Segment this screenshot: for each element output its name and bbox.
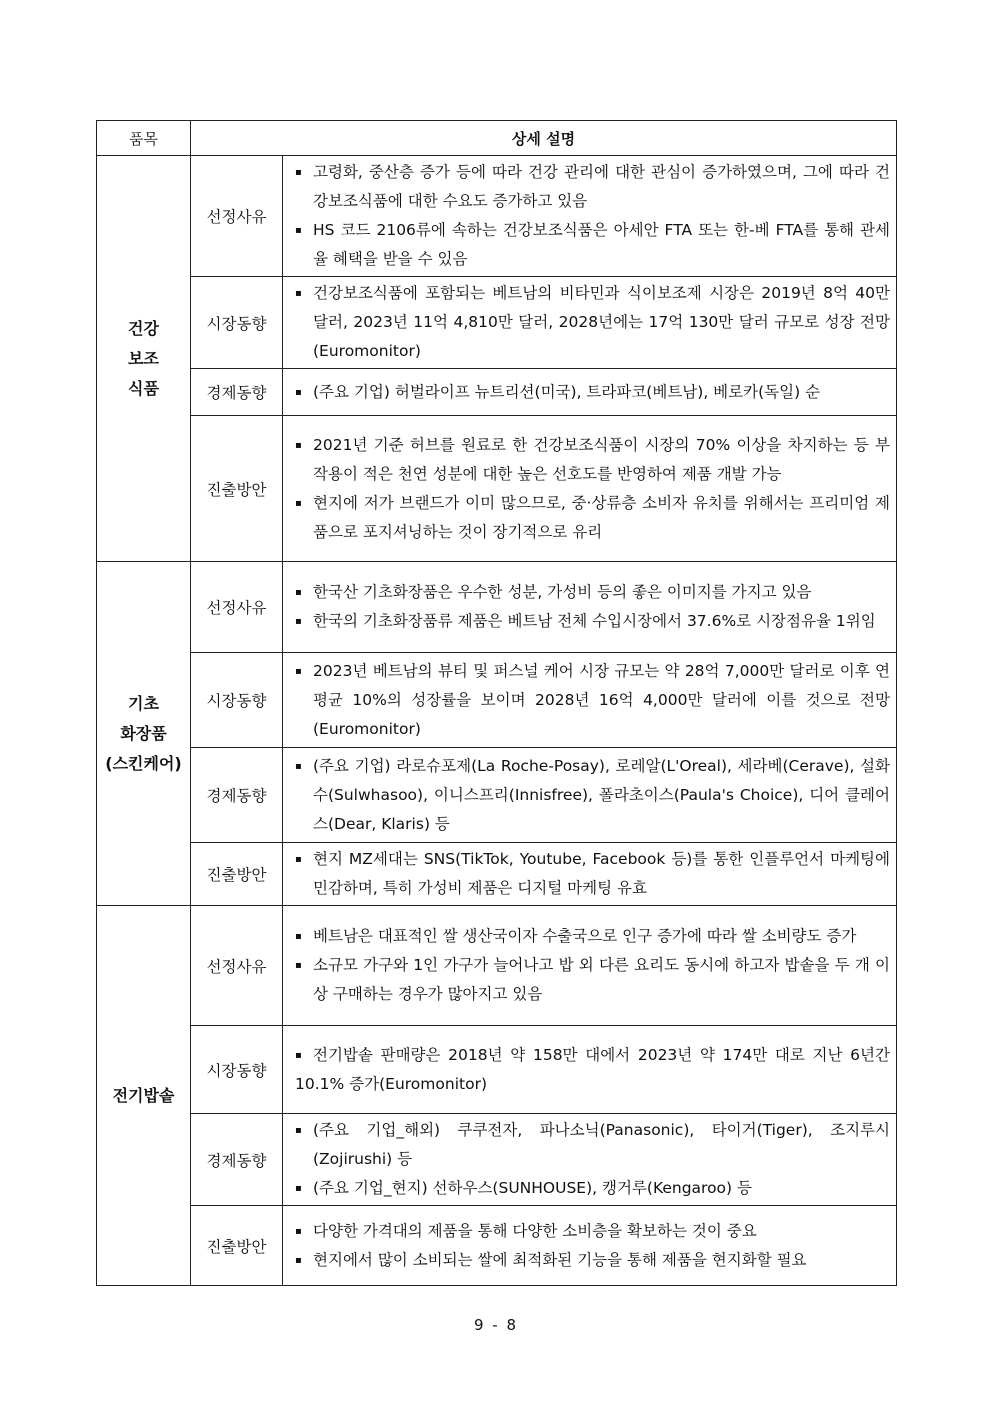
category-line: (스킨케어) xyxy=(105,753,182,773)
header-detail: 상세 설명 xyxy=(191,121,897,156)
bullet-item: ▪ 전기밥솥 판매량은 2018년 약 158만 대에서 2023년 약 174만 대로 지난 6년간 10.1% 증가(Euromonitor) xyxy=(295,1041,890,1099)
bullet-icon: ▪ xyxy=(295,931,302,942)
row-label: 시장동향 xyxy=(191,277,283,369)
bullet-item: ▪ (주요 기업_해외) 쿠쿠전자, 파나소닉(Panasonic), 타이거(Tiger), 조지루시(Zojirushi) 등 xyxy=(295,1116,890,1174)
bullet-icon: ▪ xyxy=(295,386,302,398)
row-label: 진출방안 xyxy=(191,416,283,562)
category-line: 기초 xyxy=(128,693,159,713)
bullet-item: ▪ (주요 기업) 라로슈포제(La Roche-Posay), 로레알(L'Oreal), 세라베(Cerave), 설화수(Sulwhasoo), 이니스프리(Innisfree), 폴라초이스(Paula's Choice), 디어 클레어스(Dear, Klaris) 등 xyxy=(295,752,890,839)
table-row xyxy=(97,562,897,653)
bullet-item: ▪ 건강보조식품에 포함되는 베트남의 비타민과 식이보조제 시장은 2019년 8억 40만 달러, 2023년 11억 4,810만 달러, 2028년에는 17억 130만 달러 규모로 성장 전망(Euromonitor) xyxy=(295,279,890,366)
bullet-icon: ▪ xyxy=(295,854,302,865)
row-label: 경제동향 xyxy=(191,748,283,843)
category-line: 화장품 xyxy=(120,723,167,743)
page-number: 9 - 8 xyxy=(473,1316,519,1334)
bullet-icon: ▪ xyxy=(295,760,302,772)
category-line: 식품 xyxy=(128,378,159,398)
row-detail xyxy=(283,369,897,416)
bullet-item: ▪ 고령화, 중산층 증가 등에 따라 건강 관리에 대한 관심이 증가하였으며, 그에 따라 건강보조식품에 대한 수요도 증가하고 있음 xyxy=(295,158,890,216)
row-detail xyxy=(283,843,897,906)
category-skincare xyxy=(97,562,191,906)
row-label: 선정사유 xyxy=(191,906,283,1026)
row-detail xyxy=(283,1114,897,1206)
row-label: 경제동향 xyxy=(191,369,283,416)
bullet-icon: ▪ xyxy=(295,1049,302,1061)
row-detail xyxy=(283,277,897,369)
bullet-icon: ▪ xyxy=(295,960,302,971)
table-row xyxy=(97,156,897,277)
row-label: 시장동향 xyxy=(191,653,283,748)
table-row xyxy=(97,1114,897,1206)
row-label: 진출방안 xyxy=(191,843,283,906)
row-detail xyxy=(283,653,897,748)
bullet-icon: ▪ xyxy=(295,1225,302,1237)
bullet-item: ▪ 현지에서 많이 소비되는 쌀에 최적화된 기능을 통해 제품을 현지화할 필요 xyxy=(295,1246,890,1275)
bullet-item: ▪ 베트남은 대표적인 쌀 생산국이자 수출국으로 인구 증가에 따라 쌀 소비량도 증가 xyxy=(295,922,890,951)
bullet-icon: ▪ xyxy=(295,1125,302,1136)
bullet-item: ▪ (주요 기업_현지) 선하우스(SUNHOUSE), 캥거루(Kengaroo) 등 xyxy=(295,1174,890,1203)
bullet-item: ▪ HS 코드 2106류에 속하는 건강보조식품은 아세안 FTA 또는 한-베 FTA를 통해 관세율 혜택을 받을 수 있음 xyxy=(295,216,890,274)
bullet-item: ▪ 한국의 기초화장품류 제품은 베트남 전체 수입시장에서 37.6%로 시장점유율 1위임 xyxy=(295,607,890,636)
bullet-item: ▪ 현지 MZ세대는 SNS(TikTok, Youtube, Facebook 등)를 통한 인플루언서 마케팅에 민감하며, 특히 가성비 제품은 디지털 마케팅 유효 xyxy=(295,845,890,903)
category-line: 전기밥솥 xyxy=(112,1085,175,1105)
table-row xyxy=(97,748,897,843)
row-detail xyxy=(283,1206,897,1286)
product-table xyxy=(96,120,897,1286)
table-row xyxy=(97,416,897,562)
header-row xyxy=(97,121,897,156)
row-detail xyxy=(283,156,897,277)
category-line: 보조 xyxy=(128,348,159,368)
bullet-icon: ▪ xyxy=(295,665,302,677)
row-label: 진출방안 xyxy=(191,1206,283,1286)
row-detail xyxy=(283,906,897,1026)
bullet-icon: ▪ xyxy=(295,587,302,598)
header-item: 품목 xyxy=(97,121,191,156)
bullet-icon: ▪ xyxy=(295,1183,302,1194)
table-row xyxy=(97,1026,897,1114)
row-label: 시장동향 xyxy=(191,1026,283,1114)
bullet-icon: ▪ xyxy=(295,439,302,451)
bullet-item: ▪ 2023년 베트남의 뷰티 및 퍼스널 케어 시장 규모는 약 28억 7,000만 달러로 이후 연평균 10%의 성장률을 보이며 2028년 16억 4,000만 달러에 이를 것으로 전망(Euromonitor) xyxy=(295,657,890,744)
bullet-icon: ▪ xyxy=(295,225,302,236)
bullet-icon: ▪ xyxy=(295,288,302,299)
row-label: 선정사유 xyxy=(191,562,283,653)
table-row xyxy=(97,369,897,416)
bullet-item: ▪ (주요 기업) 허벌라이프 뉴트리션(미국), 트라파코(베트남), 베로카(독일) 순 xyxy=(295,378,890,407)
row-detail xyxy=(283,562,897,653)
table-row xyxy=(97,1206,897,1286)
row-detail xyxy=(283,748,897,843)
bullet-item: ▪ 다양한 가격대의 제품을 통해 다양한 소비층을 확보하는 것이 중요 xyxy=(295,1217,890,1246)
bullet-icon: ▪ xyxy=(295,167,302,178)
category-line: 건강 xyxy=(128,318,159,338)
bullet-item: ▪ 2021년 기준 허브를 원료로 한 건강보조식품이 시장의 70% 이상을 차지하는 등 부작용이 적은 천연 성분에 대한 높은 선호도를 반영하여 제품 개발 가능 xyxy=(295,431,890,489)
row-detail xyxy=(283,1026,897,1114)
bullet-icon: ▪ xyxy=(295,497,302,509)
row-label: 경제동향 xyxy=(191,1114,283,1206)
table-row xyxy=(97,906,897,1026)
bullet-icon: ▪ xyxy=(295,1254,302,1266)
row-label: 선정사유 xyxy=(191,156,283,277)
bullet-item: ▪ 한국산 기초화장품은 우수한 성분, 가성비 등의 좋은 이미지를 가지고 있음 xyxy=(295,578,890,607)
row-detail xyxy=(283,416,897,562)
category-rice-cooker xyxy=(97,906,191,1286)
bullet-item: ▪ 소규모 가구와 1인 가구가 늘어나고 밥 외 다른 요리도 동시에 하고자 밥솥을 두 개 이상 구매하는 경우가 많아지고 있음 xyxy=(295,951,890,1009)
table-row xyxy=(97,277,897,369)
category-health-supplement xyxy=(97,156,191,562)
bullet-icon: ▪ xyxy=(295,616,302,627)
bullet-item: ▪ 현지에 저가 브랜드가 이미 많으므로, 중·상류층 소비자 유치를 위해서는 프리미엄 제품으로 포지셔닝하는 것이 장기적으로 유리 xyxy=(295,489,890,547)
table-row xyxy=(97,653,897,748)
table-row xyxy=(97,843,897,906)
